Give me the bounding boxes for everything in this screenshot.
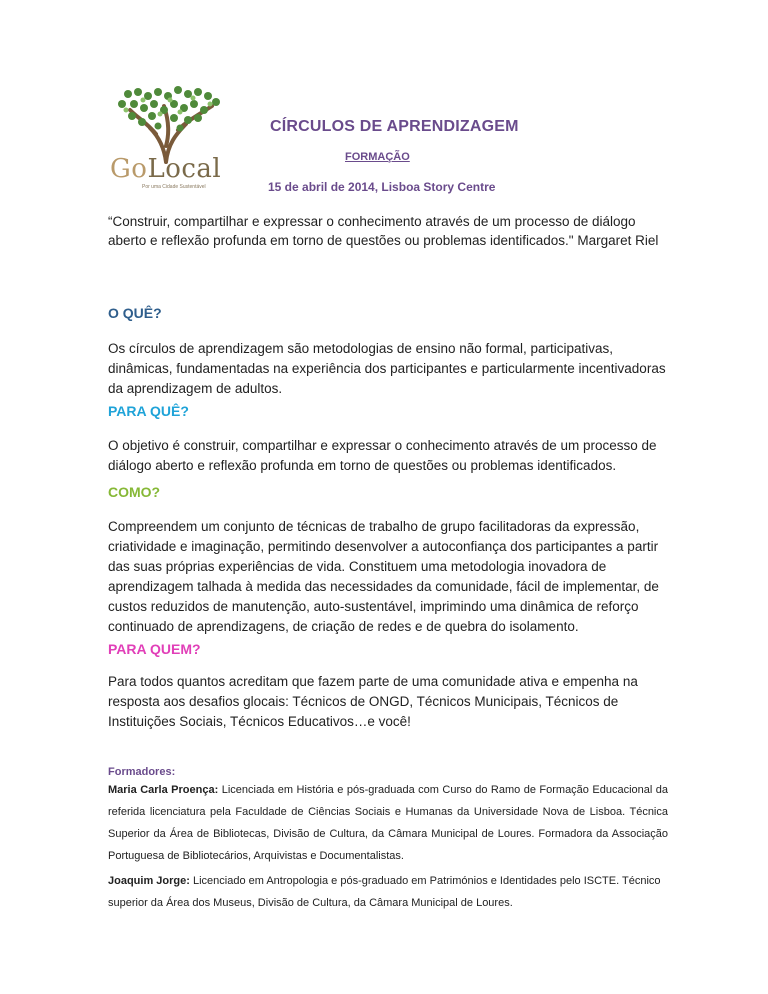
formador-name: Maria Carla Proença: [108, 784, 219, 796]
formador-joaquim-jorge [108, 870, 668, 914]
heading-como: COMO? [108, 484, 161, 500]
formador-bio: Licenciado em Antropologia e pós-graduado em Patrimónios e Identidades pelo ISCTE. Técnico superior da Área dos Museus, Divisão de Cultura, da Câmara Municipal de Loures. [108, 875, 661, 909]
formador-maria-carla [108, 779, 668, 867]
paragraph-o-que: Os círculos de aprendizagem são metodologias de ensino não formal, participativas, dinâmicas, fundamentadas na experiência dos participantes e particularmente incentivadoras da aprendizagem de adultos. [108, 341, 666, 396]
quote: “Construir, compartilhar e expressar o conhecimento através de um processo de diálogo aberto e reflexão profunda em torno de questões ou problemas identificados." Margaret Riel [108, 214, 659, 248]
heading-para-quem: PARA QUEM? [108, 641, 201, 657]
logo-go: Go [110, 154, 148, 184]
formacao-link[interactable]: FORMAÇÃO [345, 151, 410, 163]
formador-bio: Licenciada em História e pós-graduada com Curso do Ramo de Formação Educacional da referida licenciatura pela Faculdade de Ciências Sociais e Humanas da Universidade Nova de Lisboa. Técnica Superior da Área de Bibliotecas, Divisão de Cultura, da Câmara Municipal de Loures. Formadora da Associação Portuguesa de Bibliotecários, Arquivistas e Documentalistas. [108, 784, 668, 862]
formadores-heading: Formadores: [108, 766, 176, 778]
paragraph-como: Compreendem um conjunto de técnicas de trabalho de grupo facilitadoras da expressão, criatividade e imaginação, permitindo desenvolver a autoconfiança dos participantes a partir das suas próprias experiências de vida. Constituem uma metodologia inovadora de aprendizagem talhada à medida das necessidades da comunidade, fácil de implementar, de custos reduzidos de manutenção, auto-sustentável, imprimindo uma dinâmica de reforço continuado de aprendizagens, de criação de redes e de quebra do isolamento. [108, 519, 659, 634]
logo-local: Local [147, 154, 222, 184]
paragraph-para-que: O objetivo é construir, compartilhar e expressar o conhecimento através de um processo de diálogo aberto e reflexão profunda em torno de questões ou problemas identificados. [108, 438, 657, 473]
paragraph-para-quem: Para todos quantos acreditam que fazem parte de uma comunidade ativa e empenha na resposta aos desafios glocais: Técnicos de ONGD, Técnicos Municipais, Técnicos de Instituições Sociais, Técnicos Educativos…e você! [108, 674, 638, 729]
logo-wordmark [110, 154, 221, 184]
heading-o-que: O QUÊ? [108, 305, 162, 321]
golocal-logo [108, 84, 226, 194]
event-date: 15 de abril de 2014, Lisboa Story Centre [268, 180, 496, 194]
formador-name: Joaquim Jorge: [108, 875, 190, 887]
heading-para-que: PARA QUÊ? [108, 403, 189, 419]
tree-icon [108, 84, 226, 164]
logo-tagline: Por uma Cidade Sustentável [142, 184, 206, 190]
page-title: CÍRCULOS DE APRENDIZAGEM [270, 118, 519, 135]
